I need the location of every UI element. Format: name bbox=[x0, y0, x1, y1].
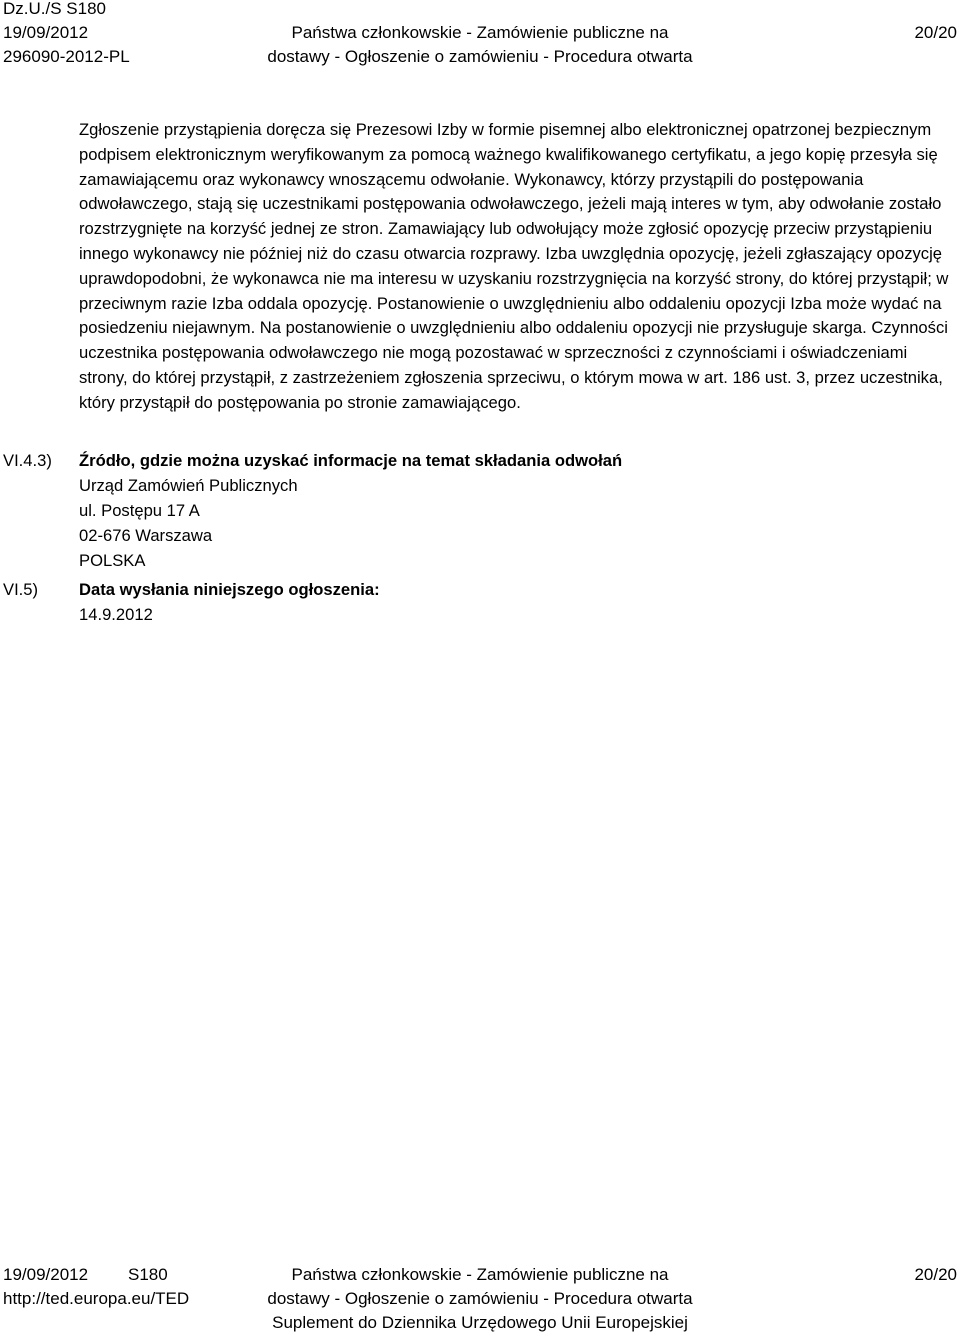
header-title-line2: dostawy - Ogłoszenie o zamówieniu - Procedura otwarta bbox=[267, 47, 693, 66]
organisation-name: Urząd Zamówień Publicznych bbox=[79, 476, 298, 495]
header-date: 19/09/2012 bbox=[3, 23, 89, 42]
footer-title-line2: dostawy - Ogłoszenie o zamówieniu - Procedura otwarta bbox=[267, 1289, 693, 1308]
country: POLSKA bbox=[79, 551, 146, 570]
footer-journal-short: S180 bbox=[128, 1265, 168, 1284]
footer-url: http://ted.europa.eu/TED bbox=[3, 1289, 190, 1308]
street-address: ul. Postępu 17 A bbox=[79, 501, 200, 520]
postal-city: 02-676 Warszawa bbox=[79, 526, 213, 545]
appeal-procedure-paragraph: Zgłoszenie przystąpienia doręcza się Prezesowi Izby w formie pisemnej albo elektronicznej opatrzonej bezpiecznym podpisem elektronicznym weryfikowanym za pomocą ważnego kwalifikowanego certyfikatu, a jego kopię przesyła się zamawiającemu oraz wykonawcy wnoszącemu odwołanie. Wykonawcy, którzy przystąpili do postępowania odwoławczego, stają się uczestnikami postępowania odwoławczego, jeżeli mają interes w tym, aby odwołanie zostało rozstrzygnięte na korzyść jednej ze stron. Zamawiający lub odwołujący może zgłosić opozycję przeciw przystąpieniu innego wykonawcy nie później niż do czasu otwarcia rozprawy. Izba uwzględnia opozycję, jeżeli zgłaszający opozycję uprawdopodobni, że wykonawca nie ma interesu w uzyskaniu rozstrzygnięcia na korzyść strony, do której przystąpił; w przeciwnym razie Izba oddala opozycję. Postanowienie o uwzględnieniu albo oddaleniu opozycji Izba może wydać na posiedzeniu niejawnym. Na postanowienie o uwzględnieniu albo oddaleniu opozycji nie przysługuje skarga. Czynności uczestnika postępowania odwoławczego nie mogą pozostawać w sprzeczności z czynnościami i oświadczeniami strony, do której przystąpił, z zastrzeżeniem zgłoszenia sprzeciwu, o którym mowa w art. 186 ust. 3, przez uczestnika, który przystąpił do postępowania po stronie zamawiającego. bbox=[79, 120, 949, 412]
section-vi-5 bbox=[79, 577, 949, 627]
section-number-vi-4-3: VI.4.3) bbox=[3, 451, 52, 470]
section-heading-appeal-info-source: Źródło, gdzie można uzyskać informacje na temat składania odwołań bbox=[79, 451, 623, 470]
header-page-number: 20/20 bbox=[914, 23, 957, 42]
footer-date: 19/09/2012 bbox=[3, 1265, 89, 1284]
dispatch-date-value: 14.9.2012 bbox=[79, 605, 153, 624]
footer-title-line1: Państwa członkowskie - Zamówienie publiczne na bbox=[291, 1265, 669, 1284]
header-title-line1: Państwa członkowskie - Zamówienie publiczne na bbox=[291, 23, 669, 42]
section-vi-4-3 bbox=[79, 448, 949, 573]
notice-body bbox=[79, 118, 949, 416]
footer-page-number: 20/20 bbox=[914, 1265, 957, 1284]
header-journal-ref: Dz.U./S S180 bbox=[3, 0, 106, 18]
section-number-vi-5: VI.5) bbox=[3, 580, 39, 599]
footer-supplement: Suplement do Dziennika Urzędowego Unii Europejskiej bbox=[272, 1313, 688, 1332]
header-notice-id: 296090-2012-PL bbox=[3, 47, 130, 66]
section-heading-dispatch-date: Data wysłania niniejszego ogłoszenia: bbox=[79, 580, 380, 599]
